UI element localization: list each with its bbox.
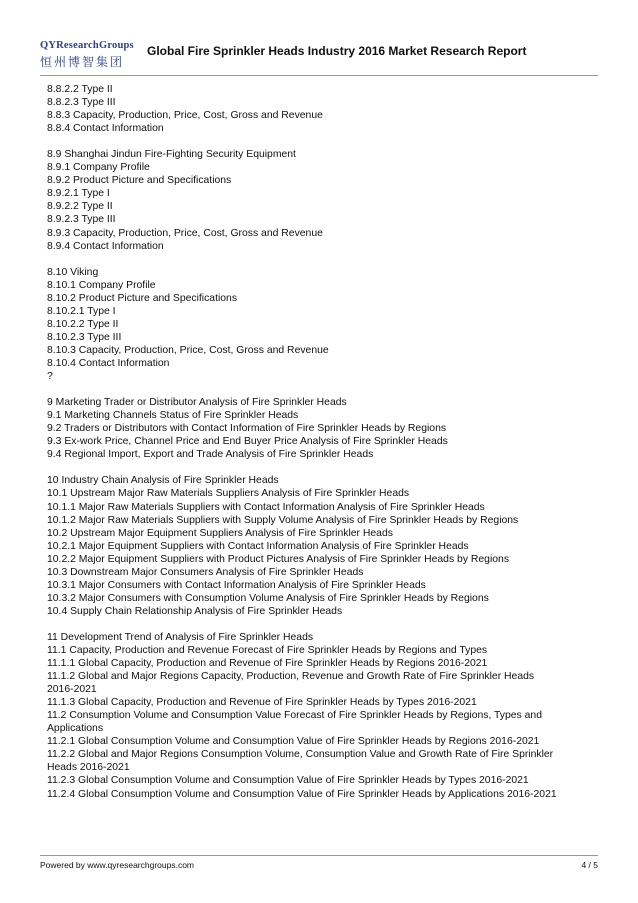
footer-powered-by: Powered by www.qyresearchgroups.com: [40, 860, 195, 870]
toc-section: [47, 83, 597, 135]
toc-entry: 8.10.1 Company Profile: [47, 279, 156, 291]
toc-entry: 9 Marketing Trader or Distributor Analysis of Fire Sprinkler Heads: [47, 397, 347, 409]
toc-section: [47, 396, 597, 461]
toc-entry: 8.9.2.3 Type III: [47, 214, 116, 226]
toc-entry: 10.2.2 Major Equipment Suppliers with Product Pictures Analysis of Fire Sprinkler Heads by Regions: [47, 553, 510, 565]
toc-entry: 8.8.2.3 Type III: [47, 97, 116, 109]
logo-chinese-name: 恒州博智集团: [40, 55, 125, 69]
toc-entry: 10 Industry Chain Analysis of Fire Sprinkler Heads: [47, 475, 279, 487]
toc-entry: 10.4 Supply Chain Relationship Analysis of Fire Sprinkler Heads: [47, 605, 343, 617]
toc-entry: 10.3 Downstream Major Consumers Analysis of Fire Sprinkler Heads: [47, 566, 364, 578]
toc-entry: ?: [47, 371, 53, 383]
toc-entry: 11.2.2 Global and Major Regions Consumption Volume, Consumption Value and Growth Rate of Fire Sprinkler: [47, 749, 554, 761]
toc-entry: 10.3.2 Major Consumers with Consumption Volume Analysis of Fire Sprinkler Heads by Regions: [47, 592, 489, 604]
toc-entry: 8.8.2.2 Type II: [47, 84, 113, 95]
toc-entry: 11.2.1 Global Consumption Volume and Consumption Value of Fire Sprinkler Heads by Regions 2016-2021: [47, 736, 540, 748]
logo-wordmark: QYResearchGroups: [40, 40, 134, 51]
toc-entry: 8.10.2.2 Type II: [47, 318, 119, 330]
toc-entry: 11.1.2 Global and Major Regions Capacity, Production, Revenue and Growth Rate of Fire Sprinkler Heads: [47, 671, 535, 683]
toc-section: [47, 474, 597, 618]
toc-entry: 2016-2021: [47, 684, 97, 696]
toc-entry: 9.4 Regional Import, Export and Trade Analysis of Fire Sprinkler Heads: [47, 449, 374, 461]
toc-entry: 10.2 Upstream Major Equipment Suppliers Analysis of Fire Sprinkler Heads: [47, 527, 393, 539]
toc-entry: 8.9.3 Capacity, Production, Price, Cost, Gross and Revenue: [47, 227, 323, 239]
toc-entry: 11.1.1 Global Capacity, Production and Revenue of Fire Sprinkler Heads by Regions 2016-2021: [47, 658, 488, 670]
toc-entry: 8.8.3 Capacity, Production, Price, Cost, Gross and Revenue: [47, 110, 323, 122]
toc-entry: 8.9.1 Company Profile: [47, 162, 150, 174]
toc-entry: 8.10.2.1 Type I: [47, 305, 116, 317]
toc-entry: 11.2.4 Global Consumption Volume and Consumption Value of Fire Sprinkler Heads by Applications 2016-2021: [47, 788, 557, 800]
header-divider: [40, 75, 598, 76]
toc-entry: 10.2.1 Major Equipment Suppliers with Contact Information Analysis of Fire Sprinkler Heads: [47, 540, 469, 552]
toc-entry: 11.1.3 Global Capacity, Production and Revenue of Fire Sprinkler Heads by Types 2016-2021: [47, 697, 477, 709]
toc-section: [47, 266, 597, 383]
toc-section: [47, 631, 597, 801]
toc-entry: 11.1 Capacity, Production and Revenue Forecast of Fire Sprinkler Heads by Regions and Types: [47, 645, 488, 657]
toc-entry: 8.10 Viking: [47, 266, 99, 278]
toc-entry: 11.2.3 Global Consumption Volume and Consumption Value of Fire Sprinkler Heads by Types 2016-2021: [47, 775, 529, 787]
footer-divider: [40, 855, 598, 856]
toc-entry: 9.3 Ex-work Price, Channel Price and End Buyer Price Analysis of Fire Sprinkler Heads: [47, 436, 448, 448]
toc-entry: Applications: [47, 723, 104, 735]
toc-entry: 10.3.1 Major Consumers with Contact Information Analysis of Fire Sprinkler Heads: [47, 579, 426, 591]
toc-entry: 10.1.2 Major Raw Materials Suppliers with Supply Volume Analysis of Fire Sprinkler Heads by Regions: [47, 514, 519, 526]
toc-entry: 10.1 Upstream Major Raw Materials Suppliers Analysis of Fire Sprinkler Heads: [47, 488, 410, 500]
toc-entry: 8.10.3 Capacity, Production, Price, Cost, Gross and Revenue: [47, 344, 329, 356]
toc-entry: 8.9.4 Contact Information: [47, 240, 164, 252]
toc-entry: 8.9.2 Product Picture and Specifications: [47, 175, 232, 187]
report-title: Global Fire Sprinkler Heads Industry 2016 Market Research Report: [147, 44, 527, 58]
toc-entry: Heads 2016-2021: [47, 762, 130, 774]
toc-entry: 8.9.2.2 Type II: [47, 201, 113, 213]
page-header: [40, 38, 598, 76]
toc-section: [47, 148, 597, 252]
toc-entry: 10.1.1 Major Raw Materials Suppliers with Contact Information Analysis of Fire Sprinkler Heads: [47, 501, 485, 513]
company-logo: [40, 40, 140, 72]
table-of-contents: [47, 83, 597, 814]
toc-entry: 11 Development Trend of Analysis of Fire Sprinkler Heads: [47, 631, 314, 643]
page-number: 4 / 5: [581, 860, 598, 870]
toc-entry: 9.2 Traders or Distributors with Contact Information of Fire Sprinkler Heads by Regions: [47, 423, 447, 435]
toc-entry: 8.9.2.1 Type I: [47, 188, 110, 200]
toc-entry: 8.9 Shanghai Jindun Fire-Fighting Security Equipment: [47, 149, 296, 161]
toc-entry: 8.8.4 Contact Information: [47, 123, 164, 135]
toc-entry: 9.1 Marketing Channels Status of Fire Sprinkler Heads: [47, 410, 299, 422]
toc-entry: 8.10.4 Contact Information: [47, 357, 170, 369]
toc-entry: 8.10.2 Product Picture and Specifications: [47, 292, 238, 304]
toc-entry: 8.10.2.3 Type III: [47, 331, 122, 343]
toc-entry: 11.2 Consumption Volume and Consumption Value Forecast of Fire Sprinkler Heads by Regions, Types and: [47, 710, 542, 722]
